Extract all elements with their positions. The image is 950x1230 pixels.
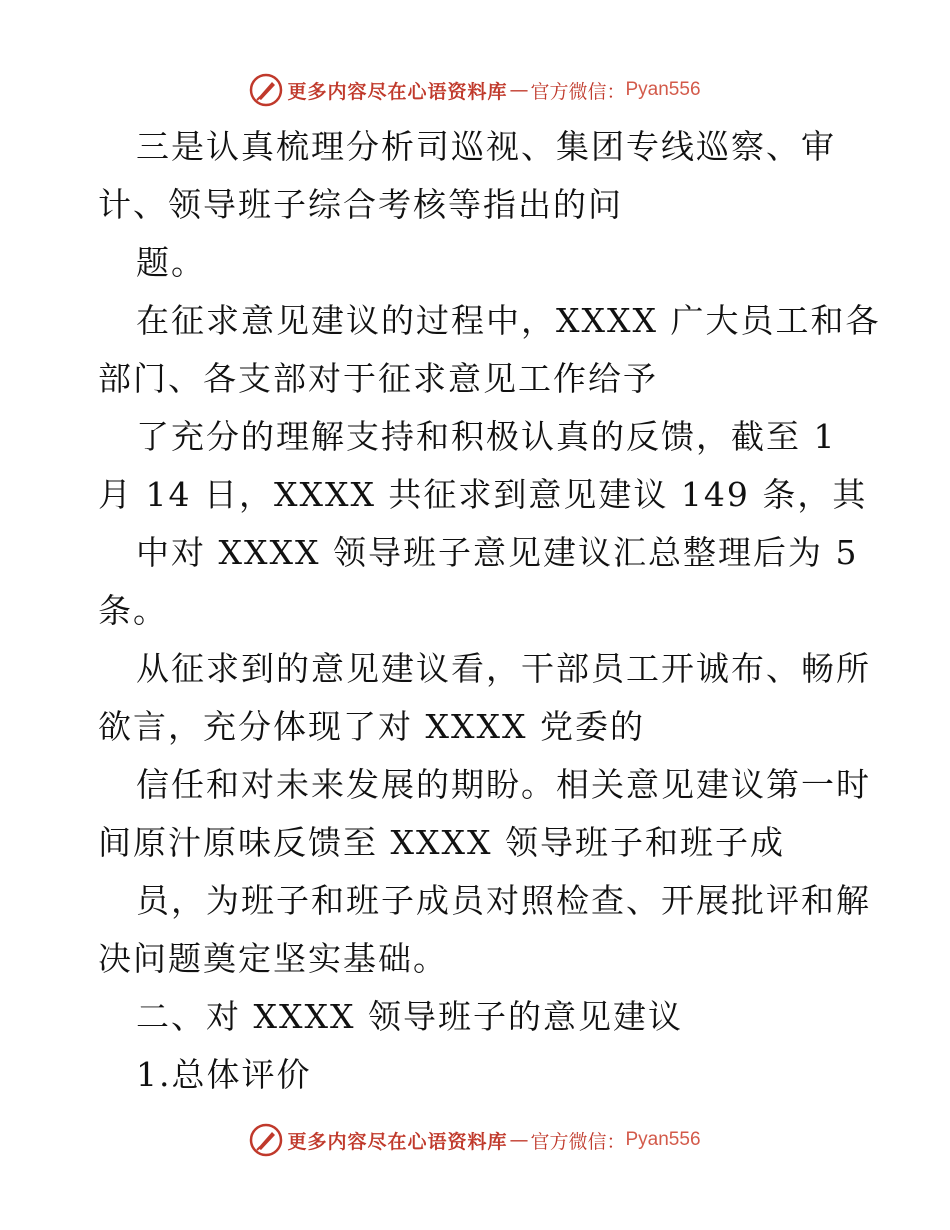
text-line: 在征求意见建议的过程中，XXXX 广大员工和各: [136, 301, 881, 340]
watermark-wechat-id: Pyan556: [625, 79, 701, 100]
section-heading: 二、对 XXXX 领导班子的意见建议: [136, 997, 683, 1036]
text-line: 欲言，充分体现了对 XXXX 党委的: [98, 707, 645, 746]
quill-pen-logo-icon: [249, 73, 283, 107]
watermark-site-text: 更多内容尽在心语资料库: [287, 80, 508, 103]
text-line: 计、领导班子综合考核等指出的问: [98, 185, 623, 224]
text-line: 从征求到的意见建议看，干部员工开诚布、畅所: [136, 649, 871, 688]
document-body: [98, 118, 881, 1104]
text-line: 部门、各支部对于征求意见工作给予: [98, 359, 658, 398]
text-line: 了充分的理解支持和积极认真的反馈，截至 1: [136, 417, 837, 456]
watermark-separator: —: [509, 79, 529, 101]
watermark-wechat-label: 官方微信：: [530, 1130, 626, 1153]
text-line: 间原汁原味反馈至 XXXX 领导班子和班子成: [98, 823, 785, 862]
subsection-heading: 1.总体评价: [136, 1055, 312, 1094]
quill-pen-logo-icon: [249, 1123, 283, 1157]
text-line: 信任和对未来发展的期盼。相关意见建议第一时: [136, 765, 871, 804]
text-line: 员，为班子和班子成员对照检查、开展批评和解: [136, 881, 871, 920]
text-line: 三是认真梳理分析司巡视、集团专线巡察、审: [136, 127, 836, 166]
text-line: 条。: [98, 591, 168, 630]
watermark-wechat-id: Pyan556: [625, 1129, 701, 1150]
text-line: 月 14 日，XXXX 共征求到意见建议 149 条，其: [98, 475, 868, 514]
watermark-site-text: 更多内容尽在心语资料库: [287, 1130, 508, 1153]
watermark-wechat-label: 官方微信：: [530, 80, 626, 103]
header-watermark: [0, 70, 950, 110]
text-line: 决问题奠定坚实基础。: [98, 939, 448, 978]
text-line: 中对 XXXX 领导班子意见建议汇总整理后为 5: [136, 533, 859, 572]
footer-watermark: [0, 1120, 950, 1160]
watermark-separator: —: [509, 1129, 529, 1151]
text-line: 题。: [136, 243, 206, 282]
